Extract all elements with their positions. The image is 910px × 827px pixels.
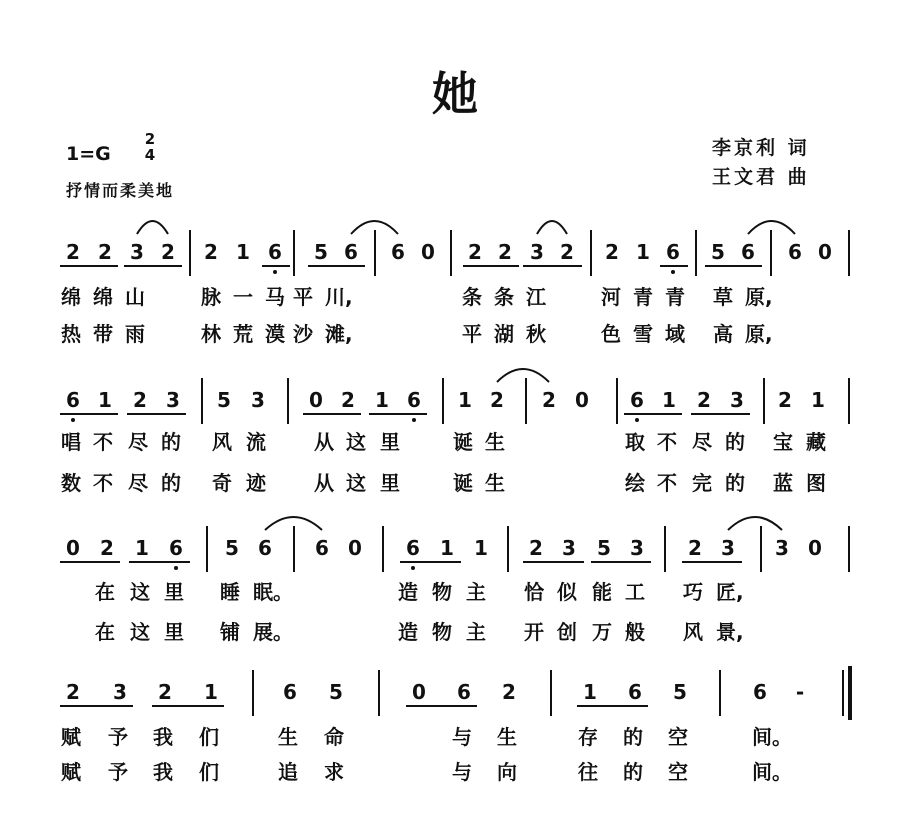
lyric-verse1: 物 bbox=[432, 580, 452, 604]
barline bbox=[378, 670, 380, 716]
lyric-verse1: 一 bbox=[233, 285, 253, 309]
lyric-verse1: 尽 bbox=[692, 430, 712, 454]
lyric-verse1: 与 bbox=[452, 725, 472, 749]
lyric-verse2: 予 bbox=[108, 760, 128, 784]
note: 0 bbox=[348, 536, 362, 560]
barline bbox=[848, 230, 850, 276]
lyric-verse1: 里 bbox=[380, 430, 400, 454]
barline bbox=[201, 378, 203, 424]
lyric-verse1: 马 bbox=[265, 285, 285, 309]
beat-underline bbox=[624, 413, 682, 415]
note: 0 bbox=[66, 536, 80, 560]
final-barline bbox=[848, 666, 852, 720]
lyric-verse2: 域 bbox=[665, 322, 685, 346]
note: 5 bbox=[314, 240, 328, 264]
barline bbox=[374, 230, 376, 276]
note: 5 bbox=[217, 388, 231, 412]
lyric-verse2: 荒 bbox=[233, 322, 253, 346]
note: 5 bbox=[597, 536, 611, 560]
note: 2 bbox=[100, 536, 114, 560]
lyric-verse1: 原, bbox=[745, 285, 773, 309]
note: 1 bbox=[583, 680, 597, 704]
lyric-verse2: 绘 bbox=[625, 471, 645, 495]
lyric-verse2: 景, bbox=[716, 620, 744, 644]
beat-underline bbox=[124, 265, 182, 267]
lyric-verse2: 雨 bbox=[125, 322, 145, 346]
lyric-verse2: 我 bbox=[153, 760, 173, 784]
lyric-verse2: 生 bbox=[485, 471, 505, 495]
note: 2 bbox=[498, 240, 512, 264]
lyric-verse2: 秋 bbox=[526, 322, 546, 346]
lyric-verse1: 藏 bbox=[806, 430, 826, 454]
lyric-verse2: 空 bbox=[668, 760, 688, 784]
octave-dot-below bbox=[411, 566, 415, 570]
lyric-verse1: 的 bbox=[623, 725, 643, 749]
octave-dot-below bbox=[174, 566, 178, 570]
note: 6 bbox=[169, 536, 183, 560]
note: 6 bbox=[666, 240, 680, 264]
barline bbox=[442, 378, 444, 424]
note: 3 bbox=[721, 536, 735, 560]
lyric-verse1: 取 bbox=[625, 430, 645, 454]
lyric-verse1: 们 bbox=[199, 725, 219, 749]
slur bbox=[137, 221, 168, 234]
note: 3 bbox=[166, 388, 180, 412]
tempo-marking: 抒情而柔美地 bbox=[66, 181, 175, 200]
note: 0 bbox=[309, 388, 323, 412]
octave-dot-below bbox=[71, 418, 75, 422]
note: 6 bbox=[741, 240, 755, 264]
lyric-verse2: 数 bbox=[61, 471, 81, 495]
note: 3 bbox=[530, 240, 544, 264]
lyric-verse1: 草 bbox=[713, 285, 733, 309]
beat-underline bbox=[60, 265, 118, 267]
time-signature-bottom: 4 bbox=[144, 146, 156, 164]
lyric-verse2: 在 bbox=[95, 620, 115, 644]
note: 6 bbox=[258, 536, 272, 560]
note: 6 bbox=[344, 240, 358, 264]
lyric-verse2: 追 bbox=[278, 760, 298, 784]
lyric-verse1: 唱 bbox=[61, 430, 81, 454]
slur bbox=[728, 517, 782, 530]
barline bbox=[206, 526, 208, 572]
barline bbox=[763, 378, 765, 424]
note: 1 bbox=[440, 536, 454, 560]
lyric-verse2: 造 bbox=[398, 620, 418, 644]
lyric-verse2: 向 bbox=[497, 760, 517, 784]
lyric-verse1: 能 bbox=[592, 580, 612, 604]
lyric-verse1: 生 bbox=[278, 725, 298, 749]
barline bbox=[507, 526, 509, 572]
lyric-verse2: 原, bbox=[745, 322, 773, 346]
lyric-verse1: 主 bbox=[466, 580, 486, 604]
lyric-verse1: 青 bbox=[665, 285, 685, 309]
note: 0 bbox=[575, 388, 589, 412]
lyric-verse1: 在 bbox=[95, 580, 115, 604]
beat-underline bbox=[523, 561, 584, 563]
note: 2 bbox=[688, 536, 702, 560]
note: 5 bbox=[329, 680, 343, 704]
note: 6 bbox=[268, 240, 282, 264]
note: 3 bbox=[562, 536, 576, 560]
lyric-verse1: 命 bbox=[324, 725, 344, 749]
beat-underline bbox=[129, 561, 190, 563]
barline bbox=[760, 526, 762, 572]
lyric-verse2: 不 bbox=[657, 471, 677, 495]
lyric-verse2: 蓝 bbox=[773, 471, 793, 495]
note: 3 bbox=[251, 388, 265, 412]
beat-underline bbox=[523, 265, 582, 267]
note: 2 bbox=[66, 240, 80, 264]
lyric-verse1: 诞 bbox=[453, 430, 473, 454]
note: 2 bbox=[560, 240, 574, 264]
note: - bbox=[795, 680, 805, 704]
lyric-verse1: 间。 bbox=[752, 725, 792, 749]
note: 1 bbox=[204, 680, 218, 704]
note: 6 bbox=[457, 680, 471, 704]
note: 1 bbox=[474, 536, 488, 560]
lyric-verse1: 予 bbox=[108, 725, 128, 749]
lyric-verse2: 这 bbox=[130, 620, 150, 644]
lyric-verse1: 里 bbox=[164, 580, 184, 604]
barline bbox=[770, 230, 772, 276]
note: 2 bbox=[468, 240, 482, 264]
note: 0 bbox=[808, 536, 822, 560]
note: 3 bbox=[130, 240, 144, 264]
octave-dot-below bbox=[671, 270, 675, 274]
lyric-verse2: 湖 bbox=[494, 322, 514, 346]
lyric-verse2: 的 bbox=[623, 760, 643, 784]
lyric-verse1: 恰 bbox=[524, 580, 544, 604]
note: 3 bbox=[113, 680, 127, 704]
note: 3 bbox=[775, 536, 789, 560]
note: 2 bbox=[341, 388, 355, 412]
beat-underline bbox=[60, 561, 120, 563]
note: 1 bbox=[236, 240, 250, 264]
lyric-verse1: 生 bbox=[485, 430, 505, 454]
lyric-verse2: 迹 bbox=[246, 471, 266, 495]
note: 2 bbox=[697, 388, 711, 412]
note: 6 bbox=[753, 680, 767, 704]
time-signature bbox=[142, 131, 158, 163]
lyric-verse2: 高 bbox=[713, 322, 733, 346]
barline bbox=[287, 378, 289, 424]
lyric-verse1: 平 bbox=[293, 285, 313, 309]
lyric-verse1: 赋 bbox=[61, 725, 81, 749]
beat-underline bbox=[127, 413, 186, 415]
barline bbox=[616, 378, 618, 424]
lyric-verse2: 平 bbox=[462, 322, 482, 346]
lyric-verse2: 铺 bbox=[220, 620, 240, 644]
lyric-verse1: 不 bbox=[657, 430, 677, 454]
lyric-verse2: 完 bbox=[692, 471, 712, 495]
beat-underline bbox=[400, 561, 461, 563]
lyric-verse2: 从 bbox=[314, 471, 334, 495]
lyric-verse2: 奇 bbox=[212, 471, 232, 495]
lyric-verse1: 不 bbox=[93, 430, 113, 454]
lyric-verse1: 宝 bbox=[773, 430, 793, 454]
beat-underline bbox=[660, 265, 688, 267]
barline bbox=[842, 670, 844, 716]
lyric-verse1: 尽 bbox=[128, 430, 148, 454]
lyric-verse2: 诞 bbox=[453, 471, 473, 495]
note: 1 bbox=[458, 388, 472, 412]
lyric-verse2: 漠 bbox=[265, 322, 285, 346]
lyric-verse1: 川, bbox=[325, 285, 353, 309]
note: 6 bbox=[630, 388, 644, 412]
beat-underline bbox=[682, 561, 742, 563]
note: 6 bbox=[283, 680, 297, 704]
note: 5 bbox=[673, 680, 687, 704]
lyric-verse2: 主 bbox=[466, 620, 486, 644]
lyric-verse1: 的 bbox=[725, 430, 745, 454]
beat-underline bbox=[303, 413, 361, 415]
lyric-verse1: 巧 bbox=[683, 580, 703, 604]
octave-dot-below bbox=[635, 418, 639, 422]
lyric-verse2: 不 bbox=[93, 471, 113, 495]
lyricist-credit: 李京利 词 bbox=[712, 137, 810, 159]
beat-underline bbox=[308, 265, 365, 267]
lyric-verse1: 流 bbox=[246, 430, 266, 454]
beat-underline bbox=[406, 705, 477, 707]
lyric-verse2: 沙 bbox=[293, 322, 313, 346]
lyric-verse2: 里 bbox=[164, 620, 184, 644]
lyric-verse1: 空 bbox=[668, 725, 688, 749]
octave-dot-below bbox=[273, 270, 277, 274]
lyric-verse1: 存 bbox=[578, 725, 598, 749]
note: 6 bbox=[407, 388, 421, 412]
lyric-verse2: 图 bbox=[806, 471, 826, 495]
barline bbox=[293, 526, 295, 572]
note: 6 bbox=[628, 680, 642, 704]
composer-credit: 王文君 曲 bbox=[712, 166, 810, 188]
lyric-verse1: 条 bbox=[462, 285, 482, 309]
note: 1 bbox=[375, 388, 389, 412]
note: 2 bbox=[605, 240, 619, 264]
lyric-verse2: 这 bbox=[346, 471, 366, 495]
barline bbox=[550, 670, 552, 716]
lyric-verse1: 这 bbox=[130, 580, 150, 604]
note: 5 bbox=[225, 536, 239, 560]
lyric-verse1: 江 bbox=[526, 285, 546, 309]
lyric-verse1: 条 bbox=[494, 285, 514, 309]
note: 2 bbox=[542, 388, 556, 412]
lyric-verse1: 生 bbox=[497, 725, 517, 749]
lyric-verse2: 开 bbox=[524, 620, 544, 644]
note: 2 bbox=[502, 680, 516, 704]
barline bbox=[293, 230, 295, 276]
beat-underline bbox=[152, 705, 224, 707]
note: 1 bbox=[811, 388, 825, 412]
lyric-verse1: 河 bbox=[601, 285, 621, 309]
lyric-verse1: 造 bbox=[398, 580, 418, 604]
lyric-verse1: 匠, bbox=[716, 580, 744, 604]
lyric-verse2: 求 bbox=[324, 760, 344, 784]
barline bbox=[189, 230, 191, 276]
lyric-verse1: 绵 bbox=[93, 285, 113, 309]
lyric-verse2: 间。 bbox=[752, 760, 792, 784]
lyric-verse2: 展。 bbox=[253, 620, 293, 644]
beat-underline bbox=[705, 265, 762, 267]
barline bbox=[252, 670, 254, 716]
lyric-verse2: 林 bbox=[201, 322, 221, 346]
note: 2 bbox=[133, 388, 147, 412]
lyric-verse2: 带 bbox=[93, 322, 113, 346]
beat-underline bbox=[691, 413, 750, 415]
note: 2 bbox=[98, 240, 112, 264]
lyric-verse1: 青 bbox=[633, 285, 653, 309]
lyric-verse1: 似 bbox=[557, 580, 577, 604]
key-signature: 1=G bbox=[66, 143, 111, 165]
barline bbox=[664, 526, 666, 572]
lyric-verse1: 工 bbox=[625, 580, 645, 604]
lyric-verse1: 眠。 bbox=[253, 580, 293, 604]
lyric-verse1: 我 bbox=[153, 725, 173, 749]
note: 1 bbox=[135, 536, 149, 560]
note: 0 bbox=[818, 240, 832, 264]
lyric-verse2: 的 bbox=[161, 471, 181, 495]
barline bbox=[382, 526, 384, 572]
barline bbox=[450, 230, 452, 276]
note: 2 bbox=[490, 388, 504, 412]
lyric-verse2: 往 bbox=[578, 760, 598, 784]
slur bbox=[497, 369, 549, 382]
time-signature-top: 2 bbox=[144, 130, 156, 148]
octave-dot-below bbox=[412, 418, 416, 422]
note: 2 bbox=[66, 680, 80, 704]
beat-underline bbox=[60, 705, 133, 707]
barline bbox=[590, 230, 592, 276]
lyric-verse1: 从 bbox=[314, 430, 334, 454]
lyric-verse2: 的 bbox=[725, 471, 745, 495]
note: 5 bbox=[711, 240, 725, 264]
beat-underline bbox=[463, 265, 519, 267]
lyric-verse2: 雪 bbox=[633, 322, 653, 346]
lyric-verse2: 万 bbox=[592, 620, 612, 644]
beat-underline bbox=[60, 413, 118, 415]
lyric-verse2: 色 bbox=[601, 322, 621, 346]
note: 6 bbox=[788, 240, 802, 264]
note: 2 bbox=[778, 388, 792, 412]
lyric-verse2: 们 bbox=[199, 760, 219, 784]
note: 1 bbox=[636, 240, 650, 264]
beat-underline bbox=[262, 265, 290, 267]
note: 1 bbox=[662, 388, 676, 412]
lyric-verse1: 山 bbox=[125, 285, 145, 309]
barline bbox=[848, 378, 850, 424]
barline bbox=[525, 378, 527, 424]
lyric-verse2: 物 bbox=[432, 620, 452, 644]
barline bbox=[719, 670, 721, 716]
barline bbox=[848, 526, 850, 572]
lyric-verse1: 风 bbox=[212, 430, 232, 454]
beat-underline bbox=[591, 561, 651, 563]
note: 2 bbox=[161, 240, 175, 264]
note: 1 bbox=[98, 388, 112, 412]
lyric-verse2: 般 bbox=[625, 620, 645, 644]
lyric-verse2: 热 bbox=[61, 322, 81, 346]
note: 0 bbox=[412, 680, 426, 704]
beat-underline bbox=[369, 413, 427, 415]
note: 6 bbox=[406, 536, 420, 560]
slur bbox=[537, 221, 567, 234]
note: 3 bbox=[630, 536, 644, 560]
lyric-verse1: 脉 bbox=[201, 285, 221, 309]
lyric-verse2: 与 bbox=[452, 760, 472, 784]
lyric-verse2: 尽 bbox=[128, 471, 148, 495]
note: 0 bbox=[421, 240, 435, 264]
note: 6 bbox=[66, 388, 80, 412]
lyric-verse2: 滩, bbox=[325, 322, 353, 346]
note: 2 bbox=[529, 536, 543, 560]
lyric-verse2: 风 bbox=[683, 620, 703, 644]
lyric-verse1: 的 bbox=[161, 430, 181, 454]
beat-underline bbox=[577, 705, 648, 707]
note: 6 bbox=[391, 240, 405, 264]
lyric-verse2: 里 bbox=[380, 471, 400, 495]
note: 3 bbox=[730, 388, 744, 412]
song-title: 她 bbox=[432, 67, 478, 121]
note: 2 bbox=[158, 680, 172, 704]
lyric-verse1: 这 bbox=[346, 430, 366, 454]
lyric-verse1: 绵 bbox=[61, 285, 81, 309]
lyric-verse2: 赋 bbox=[61, 760, 81, 784]
lyric-verse1: 睡 bbox=[220, 580, 240, 604]
note: 2 bbox=[204, 240, 218, 264]
lyric-verse2: 创 bbox=[557, 620, 577, 644]
note: 6 bbox=[315, 536, 329, 560]
barline bbox=[695, 230, 697, 276]
